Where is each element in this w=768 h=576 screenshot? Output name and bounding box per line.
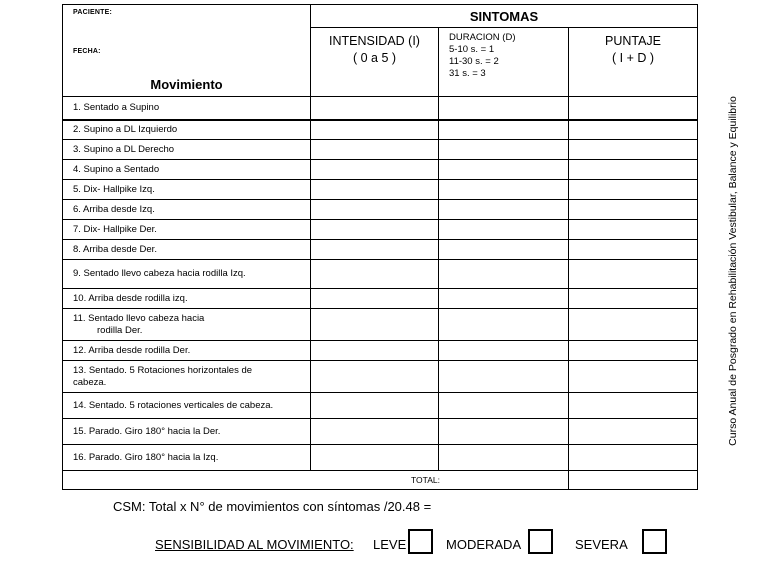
intensidad-cell[interactable]: [311, 97, 439, 120]
puntaje-cell[interactable]: [569, 200, 698, 220]
movement-label: 5. Dix- Hallpike Izq.: [63, 180, 311, 200]
patient-info-cell: [63, 5, 311, 97]
movement-label: [63, 309, 311, 341]
movement-label: 6. Arriba desde Izq.: [63, 200, 311, 220]
table-row: [63, 200, 698, 220]
movement-label: 9. Sentado llevo cabeza hacia rodilla Izq.: [63, 260, 311, 289]
leve-label: LEVE: [373, 537, 407, 552]
puntaje-cell[interactable]: [569, 341, 698, 361]
movement-label-line: 11. Sentado llevo cabeza hacia: [73, 312, 205, 324]
table-row: [63, 180, 698, 200]
movement-label: 7. Dix- Hallpike Der.: [63, 220, 311, 240]
intensidad-cell[interactable]: [311, 419, 439, 445]
puntaje-cell[interactable]: [569, 97, 698, 120]
paciente-label: PACIENTE:: [73, 9, 113, 16]
total-label: [63, 471, 569, 490]
duracion-cell[interactable]: [439, 260, 569, 289]
duracion-header: [439, 28, 569, 97]
table-row: [63, 289, 698, 309]
intensidad-header: [311, 28, 439, 97]
movement-sensitivity-table: [62, 4, 698, 490]
duracion-cell[interactable]: [439, 200, 569, 220]
sintomas-title: SINTOMAS: [311, 5, 698, 28]
table-row: [63, 361, 698, 393]
duracion-scale-3: 31 s. = 3: [449, 68, 486, 79]
movement-label: 3. Supino a DL Derecho: [63, 140, 311, 160]
movement-label: 2. Supino a DL Izquierdo: [63, 120, 311, 140]
table-row: [63, 445, 698, 471]
duracion-cell[interactable]: [439, 140, 569, 160]
intensidad-cell[interactable]: [311, 393, 439, 419]
total-cell[interactable]: [569, 471, 698, 490]
puntaje-cell[interactable]: [569, 445, 698, 471]
table-row: [63, 260, 698, 289]
movement-label: 12. Arriba desde rodilla Der.: [63, 341, 311, 361]
table-row: [63, 240, 698, 260]
intensidad-label: INTENSIDAD (I): [329, 34, 420, 48]
intensidad-cell[interactable]: [311, 289, 439, 309]
movement-label: [63, 361, 311, 393]
puntaje-cell[interactable]: [569, 180, 698, 200]
table-row: [63, 341, 698, 361]
duracion-cell[interactable]: [439, 361, 569, 393]
intensidad-cell[interactable]: [311, 140, 439, 160]
puntaje-cell[interactable]: [569, 309, 698, 341]
duracion-cell[interactable]: [439, 120, 569, 140]
intensidad-cell[interactable]: [311, 341, 439, 361]
movement-label: 15. Parado. Giro 180° hacia la Der.: [63, 419, 311, 445]
fecha-label: FECHA:: [73, 48, 101, 55]
duracion-cell[interactable]: [439, 445, 569, 471]
total-label-text: TOTAL:: [411, 475, 440, 485]
movement-label: 1. Sentado a Supino: [63, 97, 311, 120]
duracion-cell[interactable]: [439, 220, 569, 240]
duracion-scale-2: 11-30 s. = 2: [449, 56, 499, 67]
duracion-cell[interactable]: [439, 180, 569, 200]
intensidad-cell[interactable]: [311, 445, 439, 471]
intensidad-cell[interactable]: [311, 309, 439, 341]
duracion-cell[interactable]: [439, 289, 569, 309]
sensibilidad-section: [155, 529, 685, 559]
puntaje-cell[interactable]: [569, 160, 698, 180]
intensidad-cell[interactable]: [311, 260, 439, 289]
duracion-label: DURACION (D): [449, 32, 516, 43]
duracion-cell[interactable]: [439, 419, 569, 445]
table-row: [63, 309, 698, 341]
movement-label-line: rodilla Der.: [97, 324, 143, 336]
severa-checkbox[interactable]: [642, 529, 667, 554]
puntaje-cell[interactable]: [569, 260, 698, 289]
movement-label: 14. Sentado. 5 rotaciones verticales de cabeza.: [63, 393, 311, 419]
movimiento-title: Movimiento: [150, 77, 223, 92]
puntaje-label: PUNTAJE: [604, 34, 662, 48]
intensidad-cell[interactable]: [311, 361, 439, 393]
intensidad-cell[interactable]: [311, 180, 439, 200]
duracion-cell[interactable]: [439, 160, 569, 180]
table-row: [63, 140, 698, 160]
puntaje-cell[interactable]: [569, 419, 698, 445]
table-row: [63, 220, 698, 240]
duracion-cell[interactable]: [439, 393, 569, 419]
intensidad-cell[interactable]: [311, 200, 439, 220]
movement-label-line: cabeza.: [73, 376, 107, 388]
leve-checkbox[interactable]: [408, 529, 433, 554]
severa-label: SEVERA: [575, 537, 628, 552]
intensidad-cell[interactable]: [311, 240, 439, 260]
intensidad-cell[interactable]: [311, 220, 439, 240]
movement-label-line: 13. Sentado. 5 Rotaciones horizontales de: [73, 364, 253, 376]
course-side-text: Curso Anual de Posgrado en Rehabilitación Vestibular, Balance y Equilibrio: [727, 96, 739, 446]
movement-label: 16. Parado. Giro 180° hacia la Izq.: [63, 445, 311, 471]
sensibilidad-title: SENSIBILIDAD AL MOVIMIENTO:: [155, 537, 354, 552]
duracion-cell[interactable]: [439, 240, 569, 260]
moderada-checkbox[interactable]: [528, 529, 553, 554]
csm-formula: CSM: Total x N° de movimientos con síntomas /20.48 =: [113, 499, 432, 514]
puntaje-cell[interactable]: [569, 240, 698, 260]
table-row: [63, 120, 698, 140]
moderada-label: MODERADA: [446, 537, 522, 552]
puntaje-cell[interactable]: [569, 140, 698, 160]
table-row: [63, 393, 698, 419]
intensidad-cell[interactable]: [311, 120, 439, 140]
table-row: [63, 97, 698, 120]
table-row: [63, 419, 698, 445]
intensidad-cell[interactable]: [311, 160, 439, 180]
puntaje-cell[interactable]: [569, 361, 698, 393]
puntaje-formula: ( I + D ): [611, 51, 655, 65]
duracion-cell[interactable]: [439, 97, 569, 120]
duracion-scale-1: 5-10 s. = 1: [449, 44, 495, 55]
puntaje-cell[interactable]: [569, 120, 698, 140]
puntaje-header: [569, 28, 698, 97]
table-row: [63, 160, 698, 180]
intensidad-range: ( 0 a 5 ): [352, 51, 397, 65]
duracion-cell[interactable]: [439, 341, 569, 361]
movement-label: 10. Arriba desde rodilla izq.: [63, 289, 311, 309]
puntaje-cell[interactable]: [569, 393, 698, 419]
movement-label: 8. Arriba desde Der.: [63, 240, 311, 260]
total-row: [63, 471, 698, 490]
puntaje-cell[interactable]: [569, 289, 698, 309]
movement-label: 4. Supino a Sentado: [63, 160, 311, 180]
duracion-cell[interactable]: [439, 309, 569, 341]
puntaje-cell[interactable]: [569, 220, 698, 240]
